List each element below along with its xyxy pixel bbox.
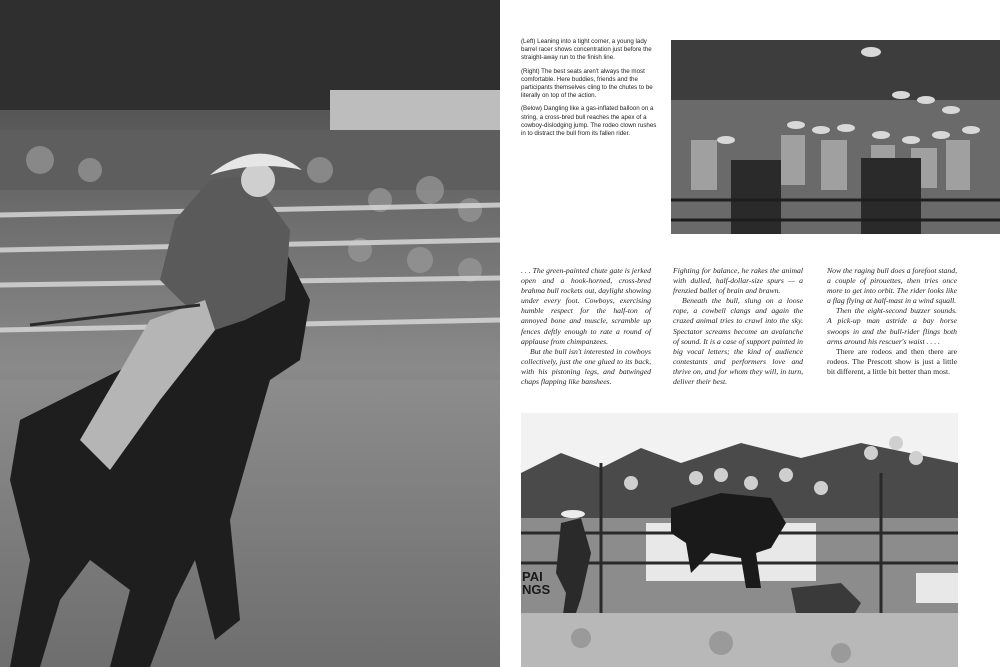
bull-riding-photo (521, 413, 958, 667)
article-paragraph: There are rodeos and then there are rodeos. The Prescott show is just a little bit different, a little bit better than most. (827, 346, 957, 376)
photo-captions (521, 38, 659, 143)
bull-riding-image (521, 413, 958, 667)
article-paragraph: Beneath the bull, slung on a loose rope, a cowbell clangs and again the crazed animal tries to crawl into the sky. Spectator screams become an avalanche of sound. It is a case of support painted in big vocal letters; the kind of audience contestants and performers love and thrive on, and for whom they will, in turn, deliver their best. (673, 296, 803, 387)
article-column-1 (521, 266, 651, 387)
article-column-3 (827, 266, 957, 377)
caption-left: (Left) Leaning into a tight corner, a young lady barrel racer shows concentration just before the straight-away run to the finish line. (521, 38, 652, 62)
caption-below: (Below) Dangling like a gas-inflated balloon on a string, a cross-bred bull reaches the apex of a cowboy-dislodging jump. The rodeo clown rushes in to distract the bull from its fallen rider. (521, 105, 657, 138)
caption-right: (Right) The best seats aren't always the most comfortable. Here buddies, friends and the participants themselves cling to the chutes to be literally on top of the action. (521, 67, 653, 100)
article-paragraph: But the bull isn't interested in cowboys collectively, just the one glued to its back, with his pistoning legs, and batwinged chaps flapping like banshees. (521, 346, 651, 387)
article-paragraph: . . . The green-painted chute gate is jerked open and a hook-horned, cross-bred brahma bull rockets out, daylight showing under every foot. Cowboys, exercising humble respect for the half-ton of annoyed bone and muscle, scramble up fences deftly enough to rate a round of applause from chimpanzees. (521, 266, 651, 346)
banner-lettering: PAI NGS (522, 569, 551, 597)
article-paragraph: Then the eight-second buzzer sounds. A pick-up man astride a bay horse swoops in and the bull-rider flings both arms around his rescuer's waist . . . . (827, 306, 957, 346)
article-paragraph: Now the raging bull does a forefoot stand, a couple of pirouettes, then tries once more to get into orbit. The rider looks like a flag flying at half-mast in a wind squall. (827, 266, 957, 306)
article-column-2 (673, 266, 803, 387)
chute-spectators-image (671, 40, 1000, 234)
chute-spectators-photo (671, 40, 1000, 234)
article-paragraph: Fighting for balance, he rakes the animal with dulled, half-dollar-size spurs — a frenzied ballet of brain and brawn. (673, 266, 803, 296)
